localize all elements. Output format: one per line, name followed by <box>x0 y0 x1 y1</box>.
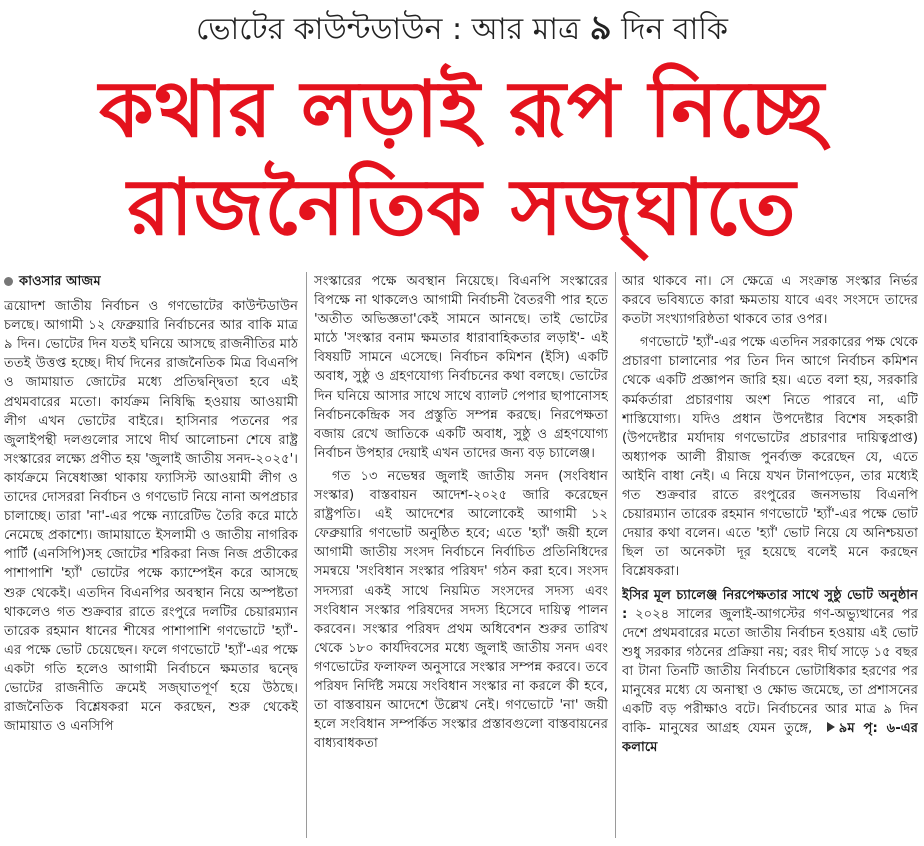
kicker-suffix: দিন বাকি <box>621 12 728 47</box>
headline-line-2: রাজনৈতিক সজ্ঘাতে <box>127 163 797 253</box>
countdown-kicker <box>0 8 924 50</box>
column-divider <box>615 272 616 838</box>
article-column-3 <box>622 272 918 838</box>
paragraph: গত ১৩ নভেম্বর জুলাই জাতীয় সনদ (সংবিধান সংস্কার) বাস্তবায়ন আদেশ-২০২৫ জারি করেছেন রাষ্ট্রপতি। এই আদেশের আলোকেই আগামী ১২ ফেব্রুয়ারি গণভোট অনুষ্ঠিত হবে; এতে 'হ্যাঁ' জয়ী হলে আগামী জাতীয় সংসদ নির্বাচনে নির্বাচিত প্রতিনিধিদের সমন্বয়ে 'সংবিধান সংস্কার পরিষদ' গঠন করা হবে। সংসদ সদস্যরা একই সাথে নিয়মিত সংসদের সদস্য এবং সংবিধান সংস্কার পরিষদের সদস্য হিসেবে দায়িত্ব পালন করবেন। সংস্কার পরিষদ প্রথম অধিবেশন শুরুর তারিখ থেকে ১৮০ কার্যদিবসের মধ্যে জুলাই জাতীয় সনদ এবং গণভোটের ফলাফল অনুসারে সংস্কার সম্পন্ন করবে। তবে পরিষদ নির্দিষ্ট সময়ে সংবিধান সংস্কার না করলে কী হবে, তা বাস্তবায়ন আদেশে উল্লেখ নেই। গণভোটে 'না' জয়ী হলে সংবিধান সম্পর্কিত সংস্কার প্রস্তাবগুলো বাস্তবায়নের বাধ্যবাধকতা <box>314 468 608 752</box>
kicker-prefix: ভোটের কাউন্টডাউন : আর মাত্র <box>196 12 581 47</box>
paragraph: গণভোটে 'হ্যাঁ'-এর পক্ষে এতদিন সরকারের পক্ষ থেকে প্রচারণা চালানোর পর তিন দিন আগে নির্বাচন কমিশন থেকে একটি প্রজ্ঞাপন জারি হয়। এতে বলা হয়, সরকারি কর্মকর্তারা প্রচারণায় অংশ নিতে পারবে না, এটি শাস্তিযোগ্য। যদিও প্রধান উপদেষ্টার বিশেষ সহকারী (উপদেষ্টার মর্যাদায় গণভোটের প্রচারণার দায়িত্বপ্রাপ্ত) অধ্যাপক আলী রীয়াজ পুনর্ব্যক্ত করেছেন যে, এতে আইনি বাধা নেই। এ নিয়ে যখন টানাপড়েন, তার মধ্যেই গত শুক্রবার রাতে রংপুরের জনসভায় বিএনপি চেয়ারম্যান তারেক রহমান গণভোটে 'হ্যাঁ'-এর পক্ষে ভোট দেয়ার কথা বলেন। এতে 'হ্যাঁ' ভোট নিয়ে যে অনিশ্চয়তা ছিল তা অনেকটা দূর হয়েছে বলেই মনে করছেন বিশ্লেষকরা। <box>622 335 918 580</box>
arrow-right-icon <box>827 722 835 732</box>
subhead-paragraph <box>622 586 918 758</box>
continued-on-link[interactable]: ৯ম পৃ: ৬-এর কলামে <box>622 721 918 756</box>
paragraph: ত্রয়োদশ জাতীয় নির্বাচন ও গণভোটের কাউন্টডাউন চলছে। আগামী ১২ ফেব্রুয়ারি নির্বাচনের আর বাকি মাত্র ৯ দিন। ভোটের দিন যতই ঘনিয়ে আসছে রাজনীতির মাঠ ততই উত্তপ্ত হচ্ছে। দীর্ঘ দিনের রাজনৈতিক মিত্র বিএনপি ও জামায়াত জোটের মধ্যে প্রতিদ্বন্দ্বিতা হবে এই প্রথমবারের মতো। কার্যক্রম নিষিদ্ধি হওয়ায় আওয়ামী লীগ এখন ভোটের বাইরে। হাসিনার পতনের পর জুলাইপন্থী দলগুলোর সাথে দীর্ঘ আলোচনা শেষে রাষ্ট্র সংস্কারের লক্ষ্যে প্রণীত হয় 'জুলাই জাতীয় সনদ-২০২৫'। কার্যক্রমে নিষেধাজ্ঞা থাকায় ফ্যাসিস্ট আওয়ামী লীগ ও তাদের দোসররা নির্বাচন ও গণভোট নিয়ে নানা অপপ্রচার চালাচ্ছে। তারা 'না'-এর পক্ষে ন্যারেটিভ তৈরি করে মাঠে নেমেছে প্রকাশ্যে। জামায়াতে ইসলামী ও জাতীয় নাগরিক পার্টি (এনসিপি)সহ জোটের শরিকরা নিজ নিজ প্রতীকের পাশাপাশি 'হ্যাঁ' ভোটের পক্ষে ক্যাম্পেইন করে আসছে শুরু থেকেই। এতদিন বিএনপির অবস্থান নিয়ে অস্পষ্টতা থাকলেও গত শুক্রবার রাতে রংপুরে দলটির চেয়ারম্যান তারেক রহমান ধানের শীষের পাশাপাশি গণভোটে 'হ্যাঁ'-এর পক্ষে ভোট চেয়েছেন। ফলে গণভোটে 'হ্যাঁ'-এর পক্ষে একটা গতি হলেও আগামী নির্বাচনে ক্ষমতার দ্বন্দ্বে ভোটের রাজনীতি ক্রমেই সজ্ঘাতপূর্ণ হয়ে উঠছে। রাজনৈতিক বিশ্লেষকরা মনে করছেন, শুরু থেকেই জামায়াত ও এনসিপি <box>4 299 298 735</box>
byline <box>4 272 298 291</box>
headline-line-1: কথার লড়াই রূপ নিচ্ছে <box>99 65 825 155</box>
paragraph: সংস্কারের পক্ষে অবস্থান নিয়েছে। বিএনপি সংস্কারের বিপক্ষে না থাকলেও আগামী নির্বাচনী বৈতরণী পার হতে 'অতীত অভিজ্ঞতা'কেই সামনে আনছে। তাই ভোটের মাঠে 'সংস্কার বনাম ক্ষমতার ধারাবাহিকতার লড়াই'- এই বিষয়টি সামনে এসেছে। নির্বাচন কমিশন (ইসি) একটি অবাধ, সুষ্ঠু ও গ্রহণযোগ্য নির্বাচনের কথা বলছে। ভোটের দিন ঘনিয়ে আসার সাথে সাথে ব্যালট পেপার ছাপানোসহ নির্বাচনকেন্দ্রিক সব প্রস্তুতি সম্পন্ন করছে। নিরপেক্ষতা বজায় রেখে জাতিকে একটি অবাধ, সুষ্ঠু ও গ্রহণযোগ্য নির্বাচন উপহার দেয়াই এখন তাদের জন্য বড় চ্যালেঞ্জ। <box>314 274 608 461</box>
article-column-2 <box>314 272 608 838</box>
bullet-icon <box>4 277 13 286</box>
kicker-days: ৯ <box>589 8 612 48</box>
byline-author: কাওসার আজম <box>19 274 101 289</box>
paragraph: আর থাকবে না। সে ক্ষেত্রে এ সংক্রান্ত সংস্কার নির্ভর করবে ভবিষ্যতে কারা ক্ষমতায় যাবে এবং সংসদে তাদের কতটা সংখ্যাগরিষ্ঠতা থাকবে তার ওপর। <box>622 274 918 328</box>
subheading: ইসির মূল চ্যালেঞ্জ নিরপেক্ষতার সাথে সুষ্ঠু ভোট অনুষ্ঠান : <box>622 587 918 622</box>
article-column-1 <box>4 272 298 838</box>
column-divider <box>306 272 307 838</box>
paragraph-text: ২০২৪ সালের জুলাই-আগস্টের গণ-অভ্যুত্থানের পর দেশে প্রথমবারের মতো জাতীয় নির্বাচন হওয়ায় এই ভোট শুধু সরকার গঠনের প্রক্রিয়া নয়; বরং দীর্ঘ সাড়ে ১৫ বছর বা টানা তিনটি জাতীয় নির্বাচনে ভোটাধিকার হরণের পর মানুষের মধ্যে যে অনাস্থা ও ক্ষোভ জমেছে, তা প্রশাসনের একটি বড় পরীক্ষাও বটে। নির্বাচনের আর মাত্র ৯ দিন বাকি- মানুষের আগ্রহ যেমন তুঙ্গে, <box>622 606 918 737</box>
